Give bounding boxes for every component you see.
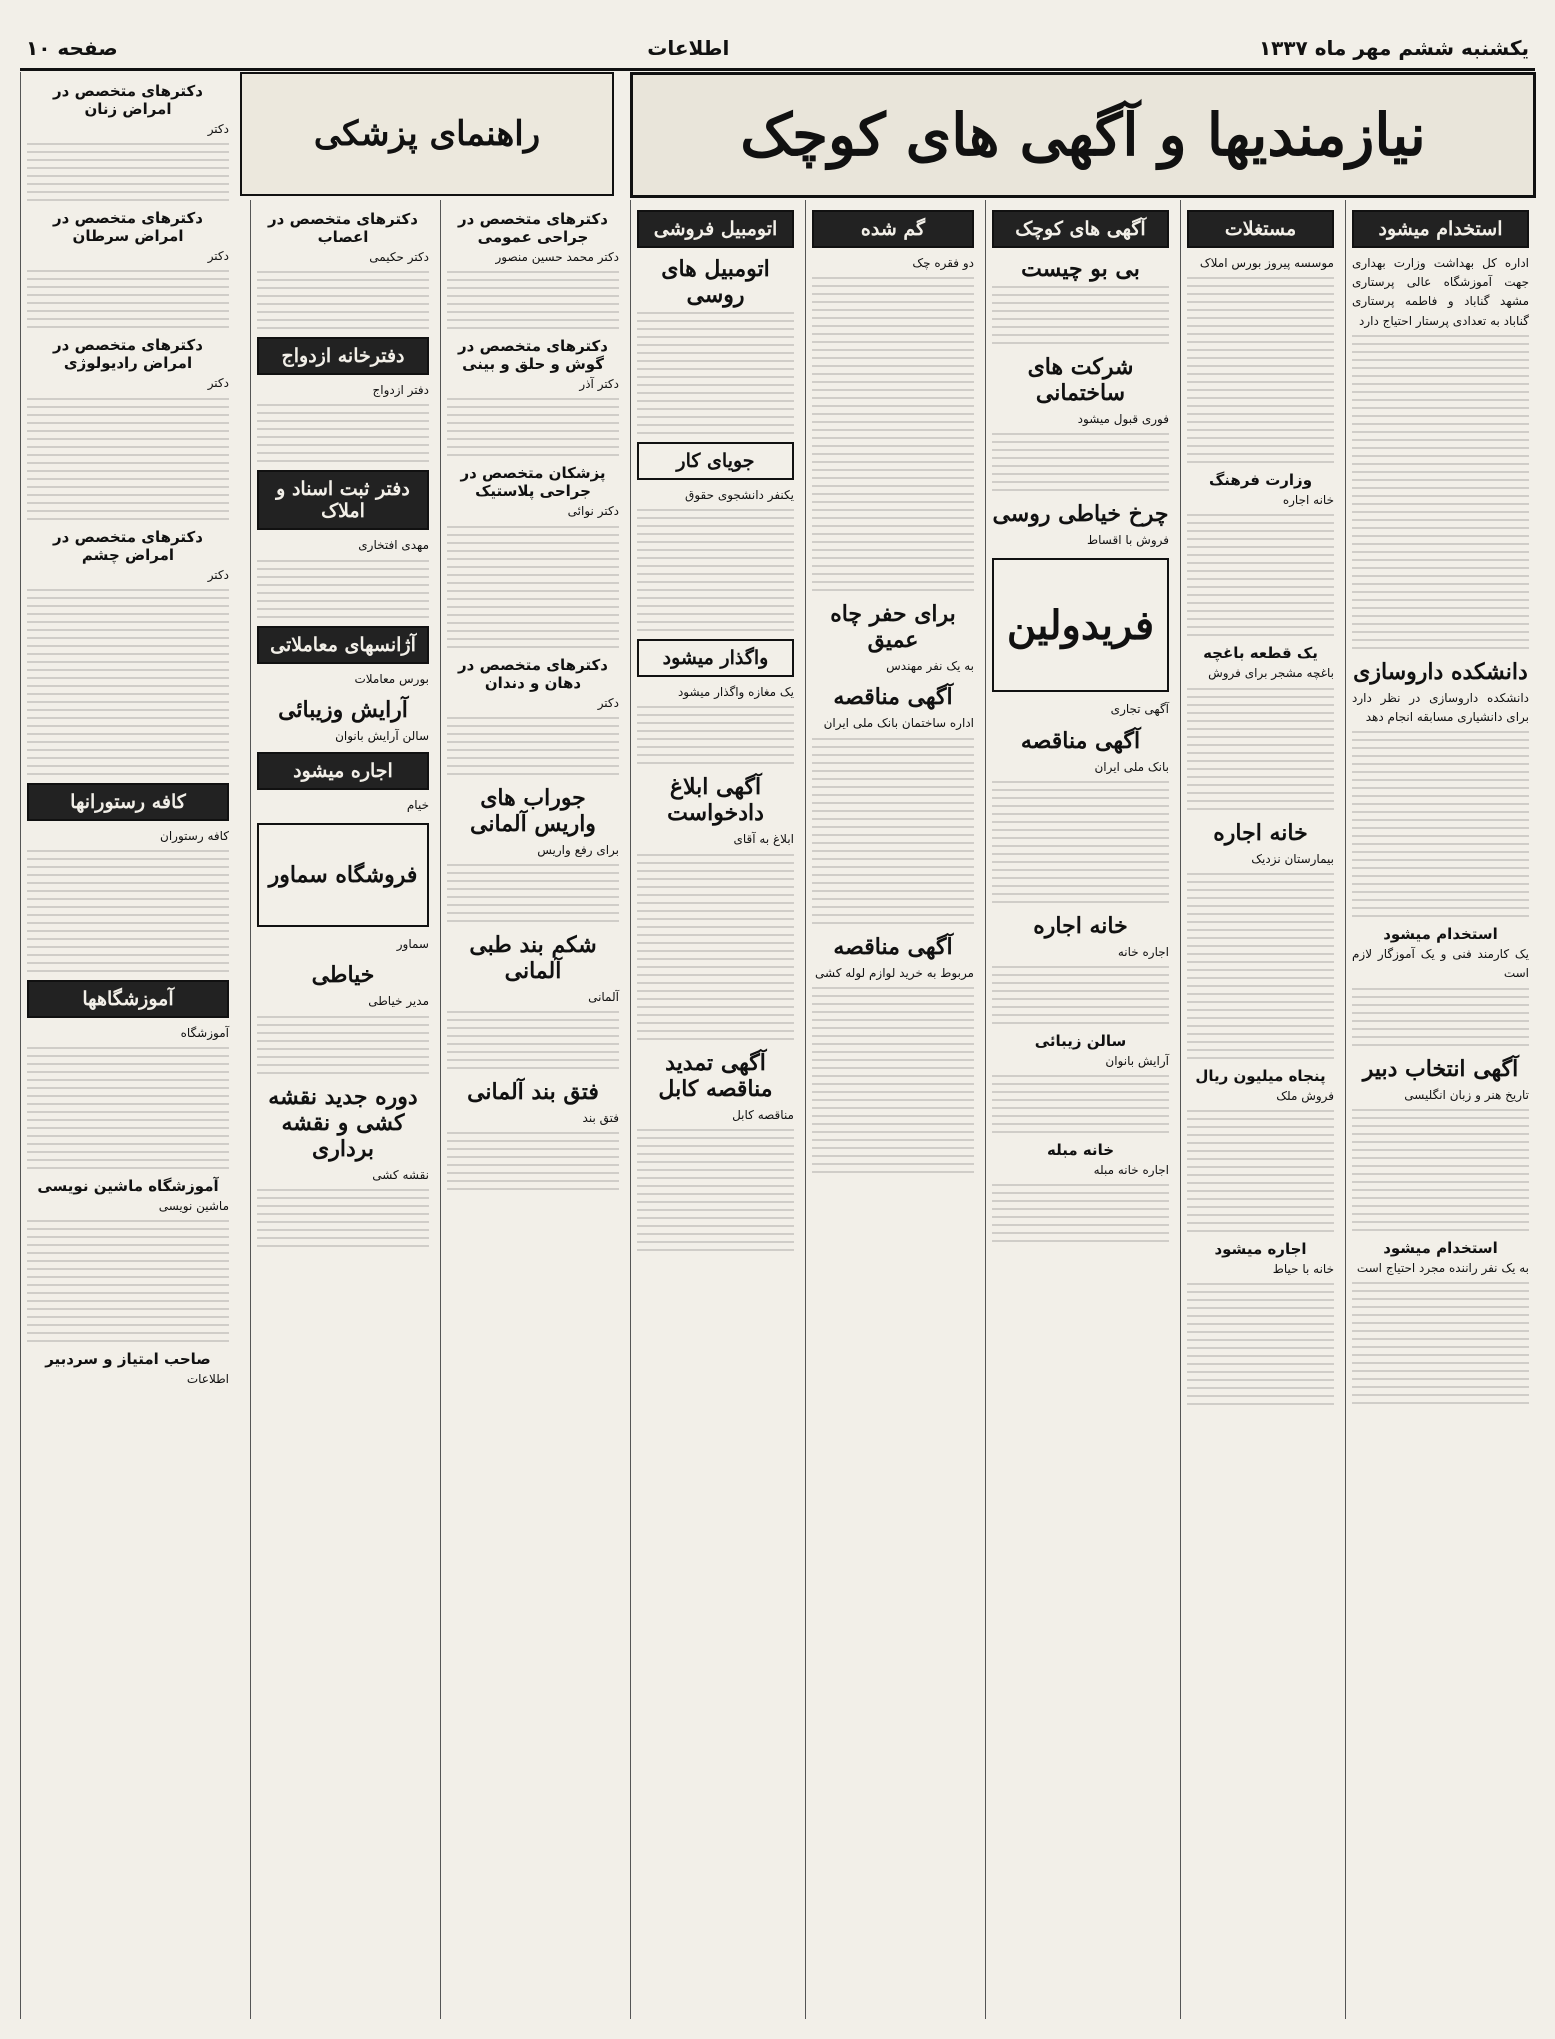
section-title: شرکت های ساختمانی: [1027, 354, 1134, 406]
section-text: خانه اجاره: [1282, 493, 1334, 508]
section-text: دکتر نوائی: [567, 504, 619, 519]
section-text: موسسه پیروز بورس املاک: [1199, 256, 1334, 270]
section-title: شکم بند طبی آلمانی: [469, 931, 597, 984]
column-7: [250, 200, 435, 2019]
section-text: دکتر حکیمی: [369, 250, 429, 264]
section-title: آگهی مناقصه: [833, 933, 953, 960]
section-title: استخدام میشود: [1352, 210, 1529, 248]
section-title: اجاره میشود: [1214, 1239, 1307, 1258]
section-text: فتق بند: [582, 1111, 619, 1126]
section-title: آگهی مناقصه: [833, 684, 953, 711]
section-title: آرایش وزیبائی: [278, 696, 408, 723]
section-text: دکتر محمد حسین منصور: [495, 250, 619, 264]
section-text: فروش ملک: [1276, 1088, 1334, 1103]
section-title: چرخ خیاطی روسی: [992, 501, 1169, 528]
section-text: کافه رستوران: [160, 828, 229, 843]
column-3: [985, 200, 1175, 2019]
section-text: بیمارستان نزدیک: [1251, 851, 1334, 866]
section-text: خانه با حیاط: [1272, 1261, 1334, 1276]
section-text: آموزشگاه: [180, 1025, 229, 1040]
page-header: [20, 28, 1535, 71]
section-title: پنجاه میلیون ریال: [1195, 1066, 1326, 1085]
section-text: اداره کل بهداشت وزارت بهداری جهت آموزشگاه عالی پرستاری مشهد گناباد و فاطمه پرستاری گناباد به تعدادی پرستار احتیاج دارد: [1352, 256, 1529, 328]
section-title: استخدام میشود: [1383, 925, 1498, 944]
section-text: مدیر خیاطی: [368, 994, 429, 1009]
section-title: جویای کار: [637, 442, 794, 480]
section-title: آگهی انتخاب دبیر: [1362, 1055, 1519, 1082]
section-text: فوری قبول میشود: [1077, 412, 1169, 426]
section-text: یکنفر دانشجوی حقوق: [685, 488, 794, 502]
section-text: دفتر ازدواج: [372, 383, 429, 398]
section-text: به یک نفر راننده مجرد احتیاج است: [1356, 1260, 1529, 1275]
section-text: باغچه مشجر برای فروش: [1208, 666, 1334, 681]
header-paper: اطلاعات: [647, 36, 730, 60]
section-title: گم شده: [812, 210, 974, 248]
section-title: پزشکان متخصص در جراحی پلاستیک: [460, 464, 606, 501]
section-text: نقشه کشی: [372, 1167, 429, 1182]
column-5: [630, 200, 800, 2019]
section-title: جوراب های واریس آلمانی: [470, 784, 596, 837]
section-text: ابلاغ به آقای: [733, 832, 794, 847]
classifieds-banner: نیازمندیها و آگهی های کوچک: [630, 72, 1536, 198]
section-text: ماشین نویسی: [158, 1199, 229, 1214]
section-text: دو فقره چک: [912, 256, 974, 270]
section-text: سالن آرایش بانوان: [335, 728, 429, 743]
section-title: اجاره میشود: [257, 752, 429, 790]
section-title: دفتر ثبت اسناد و املاک: [257, 470, 429, 530]
section-title: برای حفر چاه عمیق: [830, 601, 956, 654]
section-text: بورس معاملات: [354, 671, 429, 686]
section-text: اتومبیل های روسی: [661, 256, 770, 308]
section-title: دکترهای متخصص در اعصاب: [268, 210, 418, 246]
section-title: اتومبیل فروشی: [637, 210, 794, 248]
section-title: دکترهای متخصص در گوش و حلق و بینی: [458, 337, 608, 374]
section-text: اجاره خانه: [1117, 944, 1169, 959]
section-text: بانک ملی ایران: [1094, 759, 1169, 774]
section-title: واگذار میشود: [637, 639, 794, 677]
medical-guide-banner: راهنمای پزشکی: [240, 72, 614, 196]
section-title: دکترهای متخصص در جراحی عمومی: [458, 210, 608, 246]
section-title: آژانسهای معاملاتی: [257, 626, 429, 664]
header-date: یکشنبه ششم مهر ماه ۱۳۳۷: [1258, 36, 1529, 60]
ad-title: فروشگاه سماور: [268, 862, 418, 889]
section-title: دانشکده داروسازی: [1353, 658, 1528, 685]
section-title: خانه اجاره: [1213, 819, 1308, 846]
section-title: مستغلات: [1187, 210, 1334, 248]
section-text: یک کارمند فنی و یک آموزگار لازم است: [1352, 947, 1529, 981]
section-title: خیاطی: [311, 962, 375, 989]
column-4: [805, 200, 980, 2019]
section-text: تاریخ هنر و زبان انگلیسی: [1404, 1087, 1529, 1102]
section-title: صاحب امتیاز و سردبیر: [45, 1350, 211, 1369]
freedolin-ad: [992, 558, 1169, 692]
section-title: دکترهای متخصص در امراض زنان: [53, 82, 203, 118]
section-title: دکترهای متخصص در امراض رادیولوژی: [53, 336, 203, 373]
section-title: دفترخانه ازدواج: [257, 337, 429, 375]
section-text: آگهی تجاری: [1110, 702, 1169, 717]
column-6: [440, 200, 625, 2019]
section-title: آموزشگاهها: [27, 980, 229, 1018]
section-text: اداره ساختمان بانک ملی ایران: [823, 716, 974, 731]
column-1: [1345, 200, 1535, 2019]
column-2: [1180, 200, 1340, 2019]
section-text: به یک نفر مهندس: [886, 659, 974, 674]
section-text: دکتر آذر: [579, 377, 619, 392]
section-text: فروش با اقساط: [1087, 533, 1169, 548]
section-text: مهدی افتخاری: [358, 538, 429, 553]
section-title: خانه اجاره: [1033, 912, 1128, 939]
section-title: یک قطعه باغچه: [1203, 644, 1318, 663]
header-page: صفحه ۱۰: [26, 36, 118, 60]
section-text: یک مغازه واگذار میشود: [677, 685, 794, 700]
section-text: اجاره خانه مبله: [1093, 1163, 1169, 1178]
section-text: سماور: [396, 937, 429, 952]
section-text: دکتر: [207, 249, 229, 264]
section-title: آگهی مناقصه: [1020, 727, 1141, 754]
section-title: سالن زیبائی: [1034, 1031, 1127, 1050]
ad-title: فریدولین: [1006, 601, 1155, 649]
section-title: دکترهای متخصص در دهان و دندان: [458, 655, 608, 692]
section-title: استخدام میشود: [1383, 1238, 1498, 1257]
section-title: دکترهای متخصص در امراض سرطان: [53, 209, 203, 246]
section-title: دوره جدید نقشه کشی و نقشه برداری: [268, 1083, 418, 1162]
section-text: دکتر: [207, 567, 229, 582]
section-text: مناقصه کابل: [732, 1107, 794, 1122]
section-title: دکترهای متخصص در امراض چشم: [53, 527, 203, 564]
section-text: مربوط به خرید لوازم لوله کشی: [815, 965, 974, 980]
column-left: [20, 72, 235, 2019]
section-text: بی بو چیست: [1021, 256, 1140, 282]
section-title: آگهی ابلاغ دادخواست: [667, 774, 764, 827]
section-text: دکتر: [597, 695, 619, 710]
section-title: آگهی های کوچک: [992, 210, 1169, 248]
section-title: خانه مبله: [1046, 1141, 1115, 1160]
samovar-ad: [257, 823, 429, 927]
section-text: خیام: [406, 797, 429, 812]
section-text: اطلاعات: [186, 1372, 229, 1387]
section-text: دکتر: [207, 376, 229, 391]
section-text: آلمانی: [588, 989, 619, 1004]
section-text: دانشکده داروسازی در نظر دارد برای دانشیاری مسابقه انجام دهد: [1352, 690, 1529, 724]
section-title: وزارت فرهنگ: [1208, 471, 1313, 490]
section-text: برای رفع واریس: [537, 842, 619, 857]
section-title: کافه رستورانها: [27, 783, 229, 821]
section-title: فتق بند آلمانی: [467, 1079, 599, 1106]
section-text: دکتر: [207, 122, 229, 136]
section-title: آموزشگاه ماشین نویسی: [37, 1177, 219, 1196]
section-title: آگهی تمدید مناقصه کابل: [658, 1049, 773, 1102]
section-text: آرایش بانوان: [1105, 1053, 1169, 1068]
